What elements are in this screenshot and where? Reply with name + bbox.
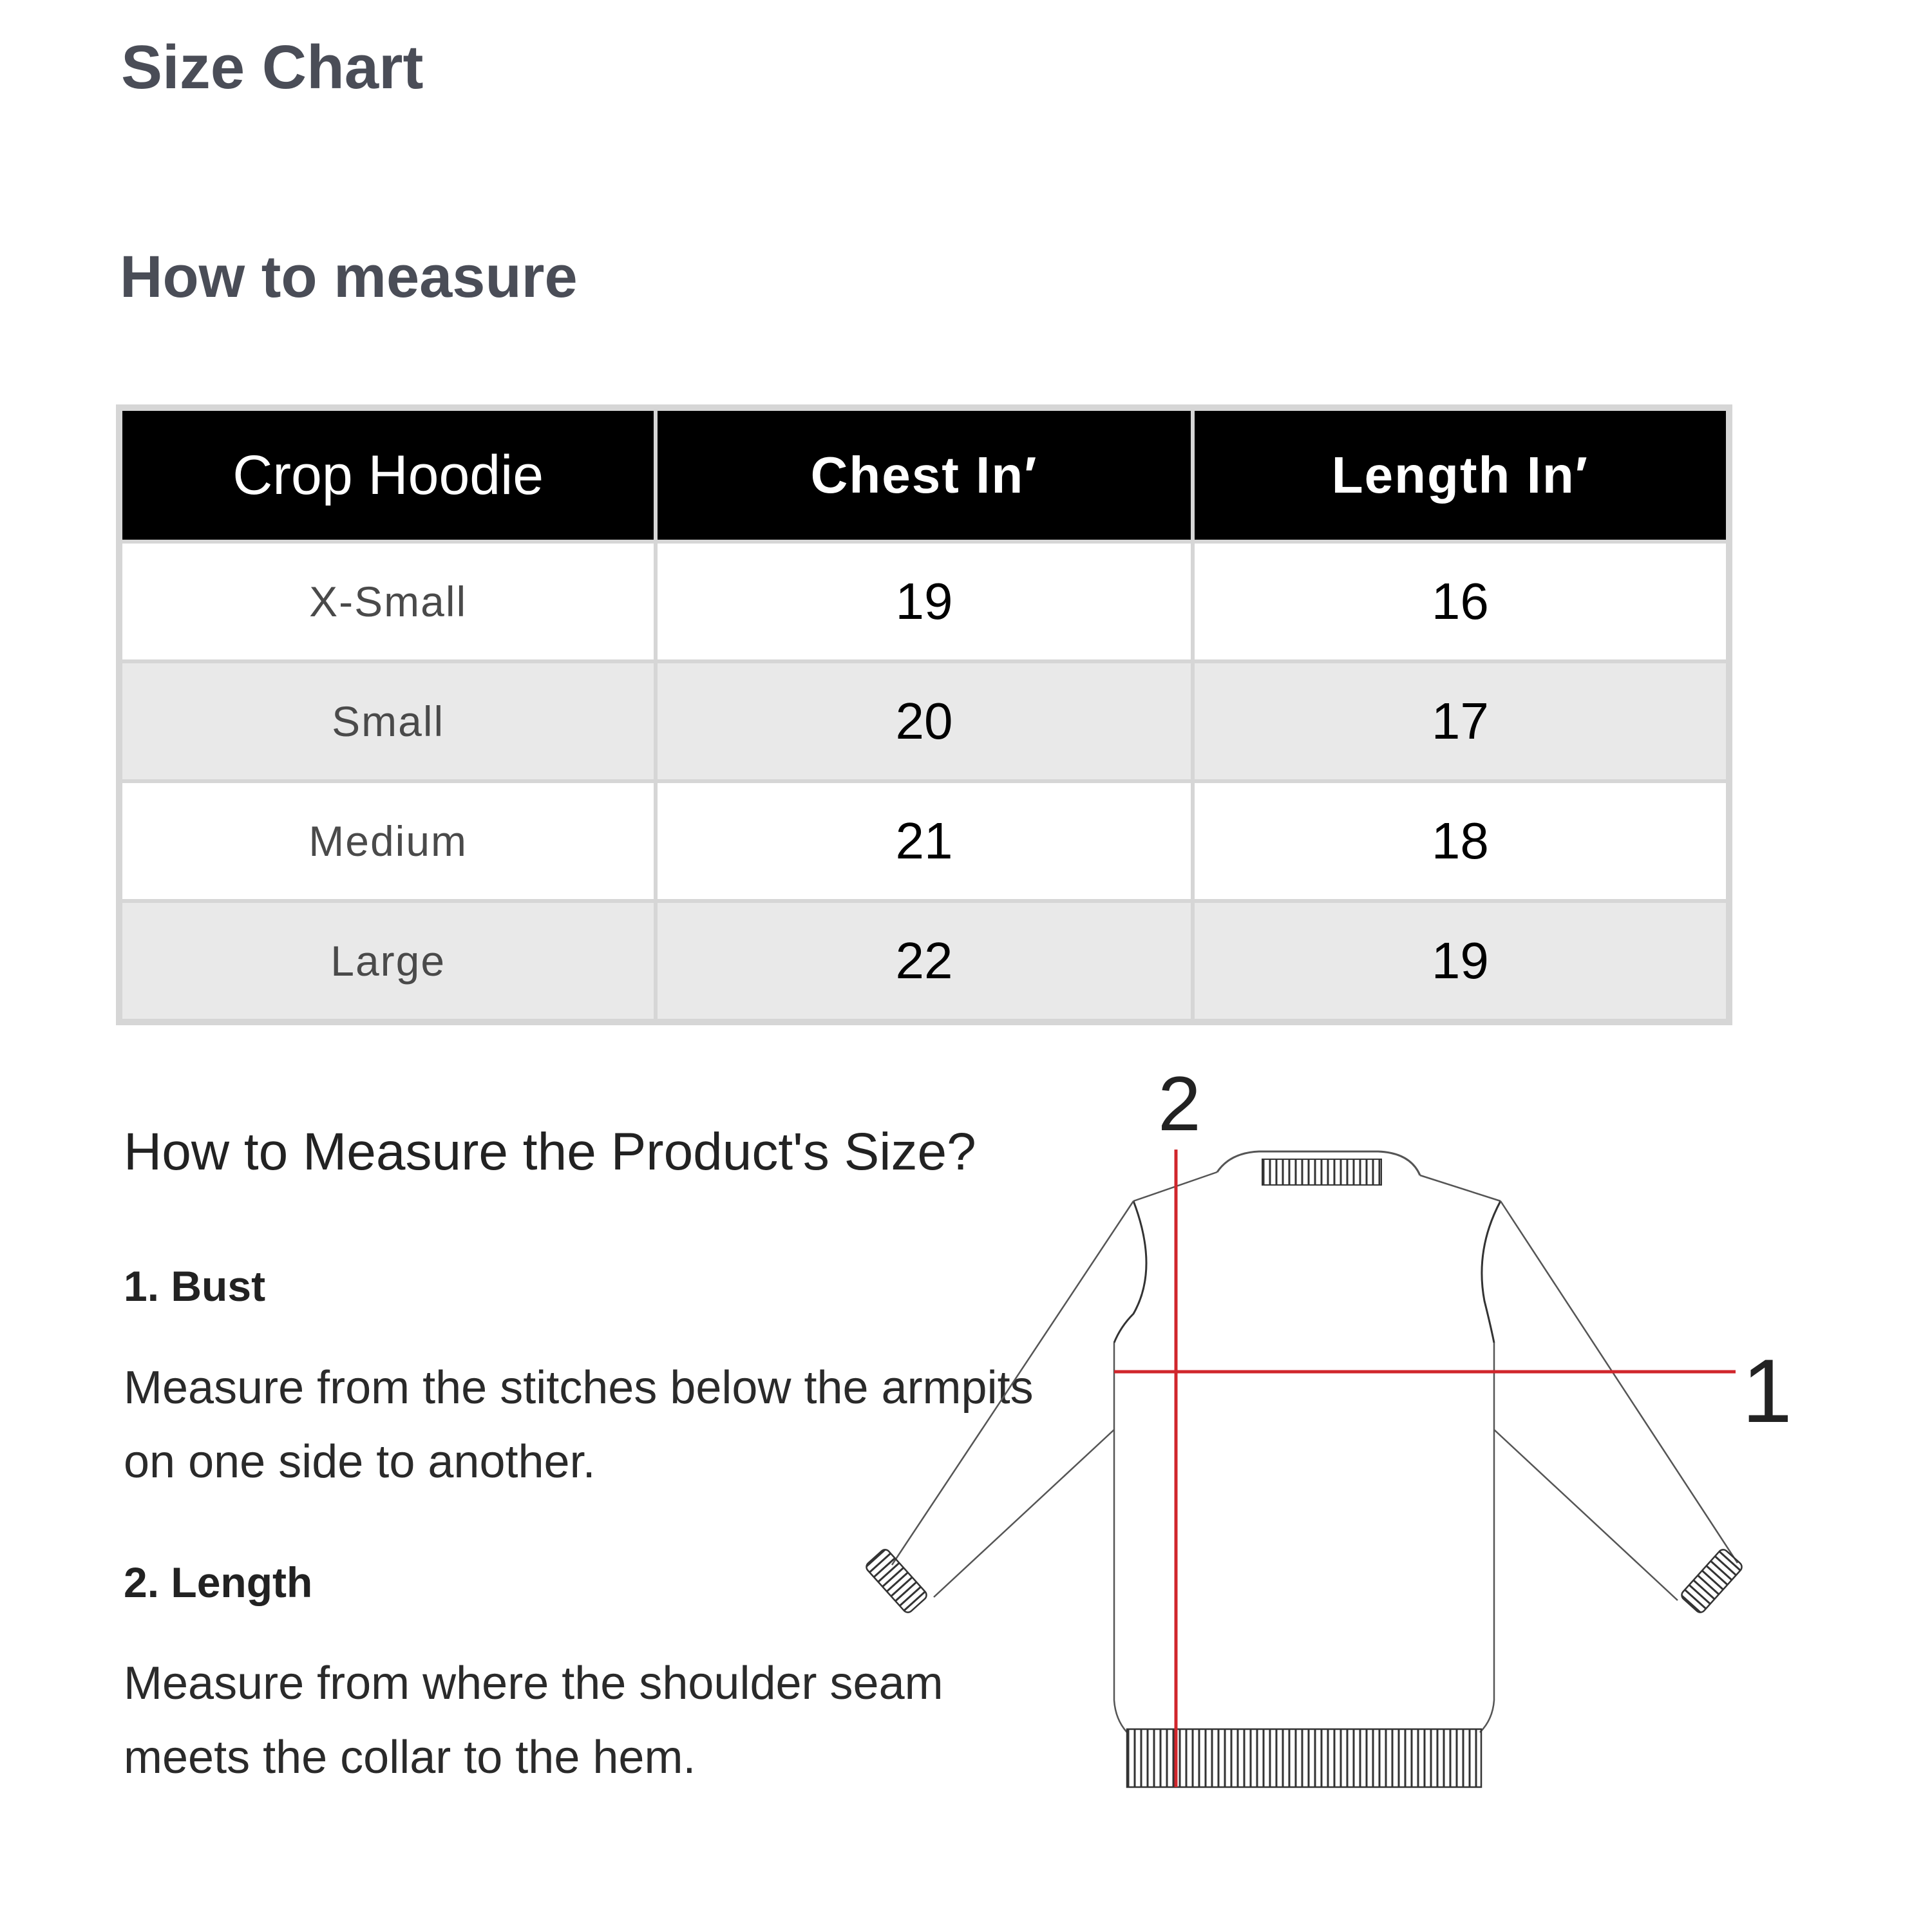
step-text-bust: Measure from the stitches below the armpits on one side to another. (124, 1361, 1034, 1488)
table-row (119, 901, 1729, 1022)
column-header-chest: Chest In′ (656, 408, 1192, 542)
page-title: Size Chart (121, 33, 424, 102)
bust-label: 1 (1742, 1340, 1792, 1441)
chest-cell: 22 (656, 901, 1192, 1022)
table-row (119, 542, 1729, 661)
measurement-diagram (850, 1056, 1790, 1797)
column-header-length: Length In′ (1193, 408, 1729, 542)
step-title-length: 2. Length (124, 1558, 313, 1606)
size-cell: Medium (119, 781, 656, 901)
length-label: 2 (1158, 1061, 1201, 1147)
section-title-how-to-measure: How to measure (120, 244, 578, 310)
table-row (119, 661, 1729, 781)
right-cuff (1680, 1548, 1744, 1615)
length-cell: 16 (1193, 542, 1729, 661)
size-cell: Large (119, 901, 656, 1022)
column-header-product: Crop Hoodie (119, 408, 656, 542)
collar-rib (1262, 1159, 1381, 1185)
hoodie-sketch-icon (850, 1056, 1790, 1797)
chest-cell: 20 (656, 661, 1192, 781)
chest-cell: 21 (656, 781, 1192, 901)
step-title-bust: 1. Bust (124, 1262, 266, 1311)
chest-cell: 19 (656, 542, 1192, 661)
hoodie-outline (892, 1151, 1738, 1732)
length-cell: 17 (1193, 661, 1729, 781)
length-cell: 18 (1193, 781, 1729, 901)
length-cell: 19 (1193, 901, 1729, 1022)
table-row (119, 781, 1729, 901)
instructions-heading: How to Measure the Product's Size? (124, 1122, 976, 1181)
size-table (116, 404, 1732, 1025)
size-cell: X-Small (119, 542, 656, 661)
hem-rib (1127, 1729, 1481, 1787)
table-header-row (119, 408, 1729, 542)
step-text-length: Measure from where the shoulder seam meets the collar to the hem. (124, 1658, 943, 1784)
size-cell: Small (119, 661, 656, 781)
